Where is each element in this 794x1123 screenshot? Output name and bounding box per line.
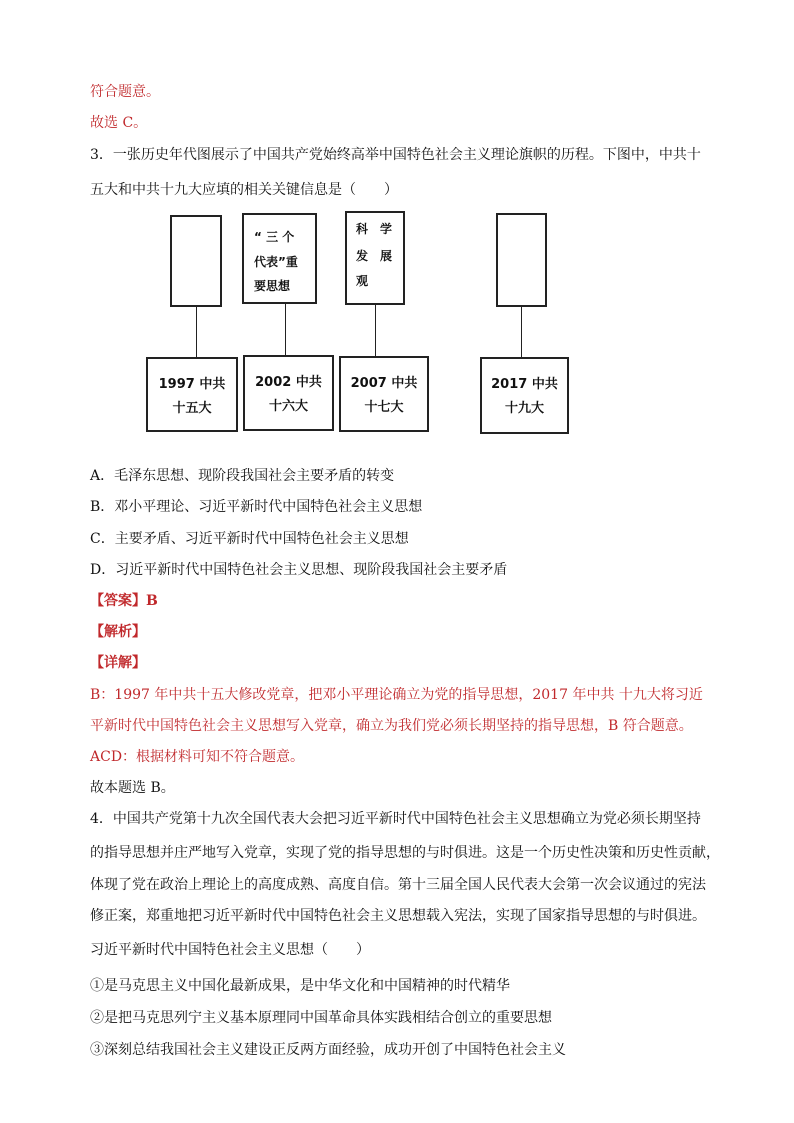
top-box-text-line: 发 展: [356, 249, 393, 263]
bottom-box-2002: [243, 355, 334, 431]
bottom-box-year: 2002 中共: [255, 375, 322, 390]
option-a: A．毛泽东思想、现阶段我国社会主要矛盾的转变: [90, 468, 395, 484]
detail-label: 【详解】: [90, 655, 146, 671]
prev-text-line: 符合题意。: [90, 84, 160, 100]
top-box-text-line: 代表”重: [254, 255, 298, 269]
top-box-text-line: 科 学: [356, 222, 393, 236]
q4-item-3: ③深刻总结我国社会主义建设正反两方面经验，成功开创了中国特色社会主义: [90, 1042, 566, 1058]
q4-stem-line1: 4．中国共产党第十九次全国代表大会把习近平新时代中国特色社会主义思想确立为党必须长期坚持: [90, 811, 701, 827]
q3-conclusion: 故本题选 B。: [90, 780, 175, 796]
analysis-label: 【解析】: [90, 624, 146, 640]
connector-line: [285, 304, 286, 355]
detail-text-line2: 平新时代中国特色社会主义思想写入党章，确立为我们党必须长期坚持的指导思想，B 符合题意。: [90, 718, 693, 734]
bottom-box-1997: [146, 357, 238, 432]
detail-text-line3: ACD：根据材料可知不符合题意。: [90, 749, 305, 765]
connector-line: [375, 305, 376, 356]
q4-stem-line3: 体现了党在政治上理论上的高度成熟、高度自信。第十三届全国人民代表大会第一次会议通过的宪法: [90, 877, 706, 893]
prev-conclusion: 故选 C。: [90, 115, 148, 131]
q3-stem-line2: 五大和中共十九大应填的相关关键信息是（ ）: [90, 182, 398, 198]
answer-label: 【答案】B: [90, 593, 158, 609]
q3-stem-line1: 3．一张历史年代图展示了中国共产党始终高举中国特色社会主义理论旗帜的历程。下图中，中共十: [90, 147, 701, 163]
top-box-2002: [242, 213, 317, 304]
bottom-box-congress: 十五大: [172, 401, 212, 416]
bottom-box-2017: [480, 357, 569, 434]
option-c: C．主要矛盾、习近平新时代中国特色社会主义思想: [90, 531, 409, 547]
connector-line: [196, 307, 197, 358]
option-d: D．习近平新时代中国特色社会主义思想、现阶段我国社会主要矛盾: [90, 562, 508, 578]
q4-question: 习近平新时代中国特色社会主义思想（ ）: [90, 942, 370, 958]
q4-item-1: ①是马克思主义中国化最新成果，是中华文化和中国精神的时代精华: [90, 978, 510, 994]
bottom-box-year: 2017 中共: [491, 377, 558, 392]
top-box-text-line: 要思想: [254, 279, 291, 293]
bottom-box-2007: [339, 356, 429, 432]
bottom-box-congress: 十七大: [364, 400, 404, 415]
bottom-box-year: 1997 中共: [158, 377, 226, 392]
q4-stem-line4: 修正案，郑重地把习近平新时代中国特色社会主义思想载入宪法，实现了国家指导思想的与时俱进。: [90, 908, 706, 924]
detail-text-line1: B：1997 年中共十五大修改党章，把邓小平理论确立为党的指导思想，2017 年中共 十九大将习近: [90, 687, 703, 703]
top-box-1997: [170, 215, 222, 307]
top-box-text-line: 观: [356, 274, 369, 288]
bottom-box-year: 2007 中共: [350, 376, 418, 391]
top-box-2017: [496, 213, 547, 307]
top-box-2007: [345, 211, 405, 305]
bottom-box-congress: 十六大: [268, 399, 308, 414]
connector-line: [521, 307, 522, 357]
q4-stem-line2: 的指导思想并庄严地写入党章，实现了党的指导思想的与时俱进。这是一个历史性决策和历史性贡献，: [90, 845, 720, 861]
option-b: B．邓小平理论、习近平新时代中国特色社会主义思想: [90, 499, 423, 515]
q4-item-2: ②是把马克思列宁主义基本原理同中国革命具体实践相结合创立的重要思想: [90, 1010, 552, 1026]
top-box-text-line: “ 三 个: [254, 230, 295, 244]
bottom-box-congress: 十九大: [504, 401, 544, 416]
